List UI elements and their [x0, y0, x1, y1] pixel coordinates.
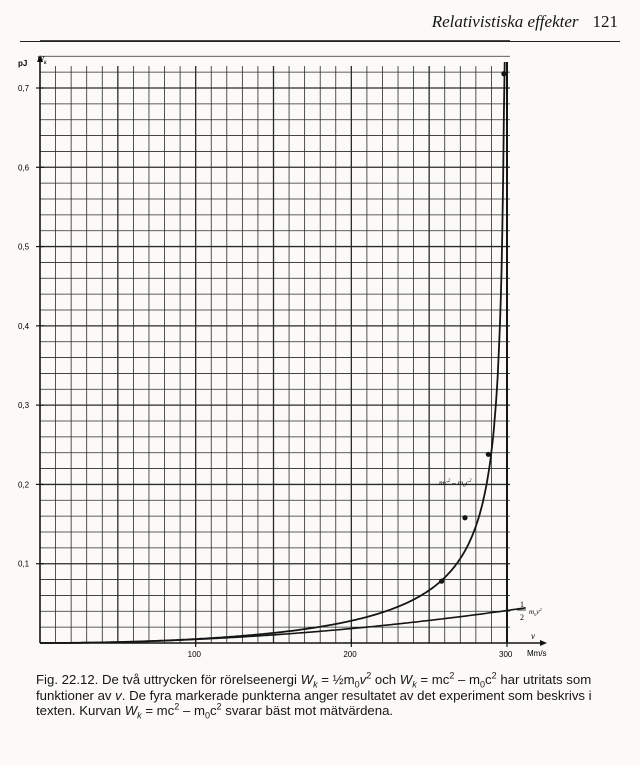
curve-relativistic — [40, 62, 505, 643]
y-label: $W_k$ — [37, 55, 47, 66]
y-unit-label: pJ — [18, 59, 28, 68]
y-tick-label: 0,6 — [18, 163, 30, 173]
measured-point — [462, 515, 467, 520]
caption-text: Fig. 22.12. De två uttrycken för rörelseenergi $W_k$ = $\frac{1}{2}m_0v^2$ och $W_k = mc^2 - m_0c^2$ har utritats som funktioner av v. De fyra markerade punkterna anger resultatet av det experiment som beskrivs i texten. Kurvan $W_k = mc^2 - m_0c^2$ svarar bäst mot mätvärdena. — [36, 670, 592, 721]
x-axis-symbol: v — [531, 631, 535, 641]
x-tick-label: 100 — [187, 650, 202, 659]
svg-text:1: 1 — [520, 600, 524, 609]
x-unit-label: Mm/s — [527, 649, 547, 658]
measured-point — [501, 71, 506, 76]
x-tick-label: 200 — [343, 650, 357, 659]
y-tick-label: 0,3 — [18, 401, 30, 411]
tick-labels — [18, 84, 513, 659]
y-tick-label: 0,7 — [18, 84, 30, 93]
y-tick-label: 0,2 — [18, 480, 30, 490]
y-tick-label: 0,5 — [18, 242, 30, 252]
x-tick-label: 300 — [499, 650, 513, 659]
chart-curves — [40, 62, 526, 643]
svg-text:2: 2 — [520, 613, 524, 622]
measured-point — [486, 452, 491, 457]
page-number: 121 — [592, 12, 618, 31]
figure-number: Fig. 22.12. — [36, 672, 99, 687]
chapter-title: Relativistiska effekter — [431, 12, 579, 31]
figure-caption — [36, 672, 611, 719]
y-tick-label: 0,4 — [18, 321, 30, 331]
chart-grid — [40, 40, 510, 643]
x-axis-arrow — [540, 640, 547, 646]
curve-classical — [40, 608, 526, 643]
curve-label-relativistic: $mc^2 - m_0c^2$ — [439, 478, 472, 489]
curve-label-classical — [517, 600, 542, 622]
y-tick-label: 0,1 — [18, 559, 30, 569]
measured-points — [439, 71, 506, 584]
svg-text:m0v2: $m_0v^2$ — [529, 607, 542, 617]
measured-point — [439, 579, 444, 584]
chart-axes — [37, 55, 547, 646]
